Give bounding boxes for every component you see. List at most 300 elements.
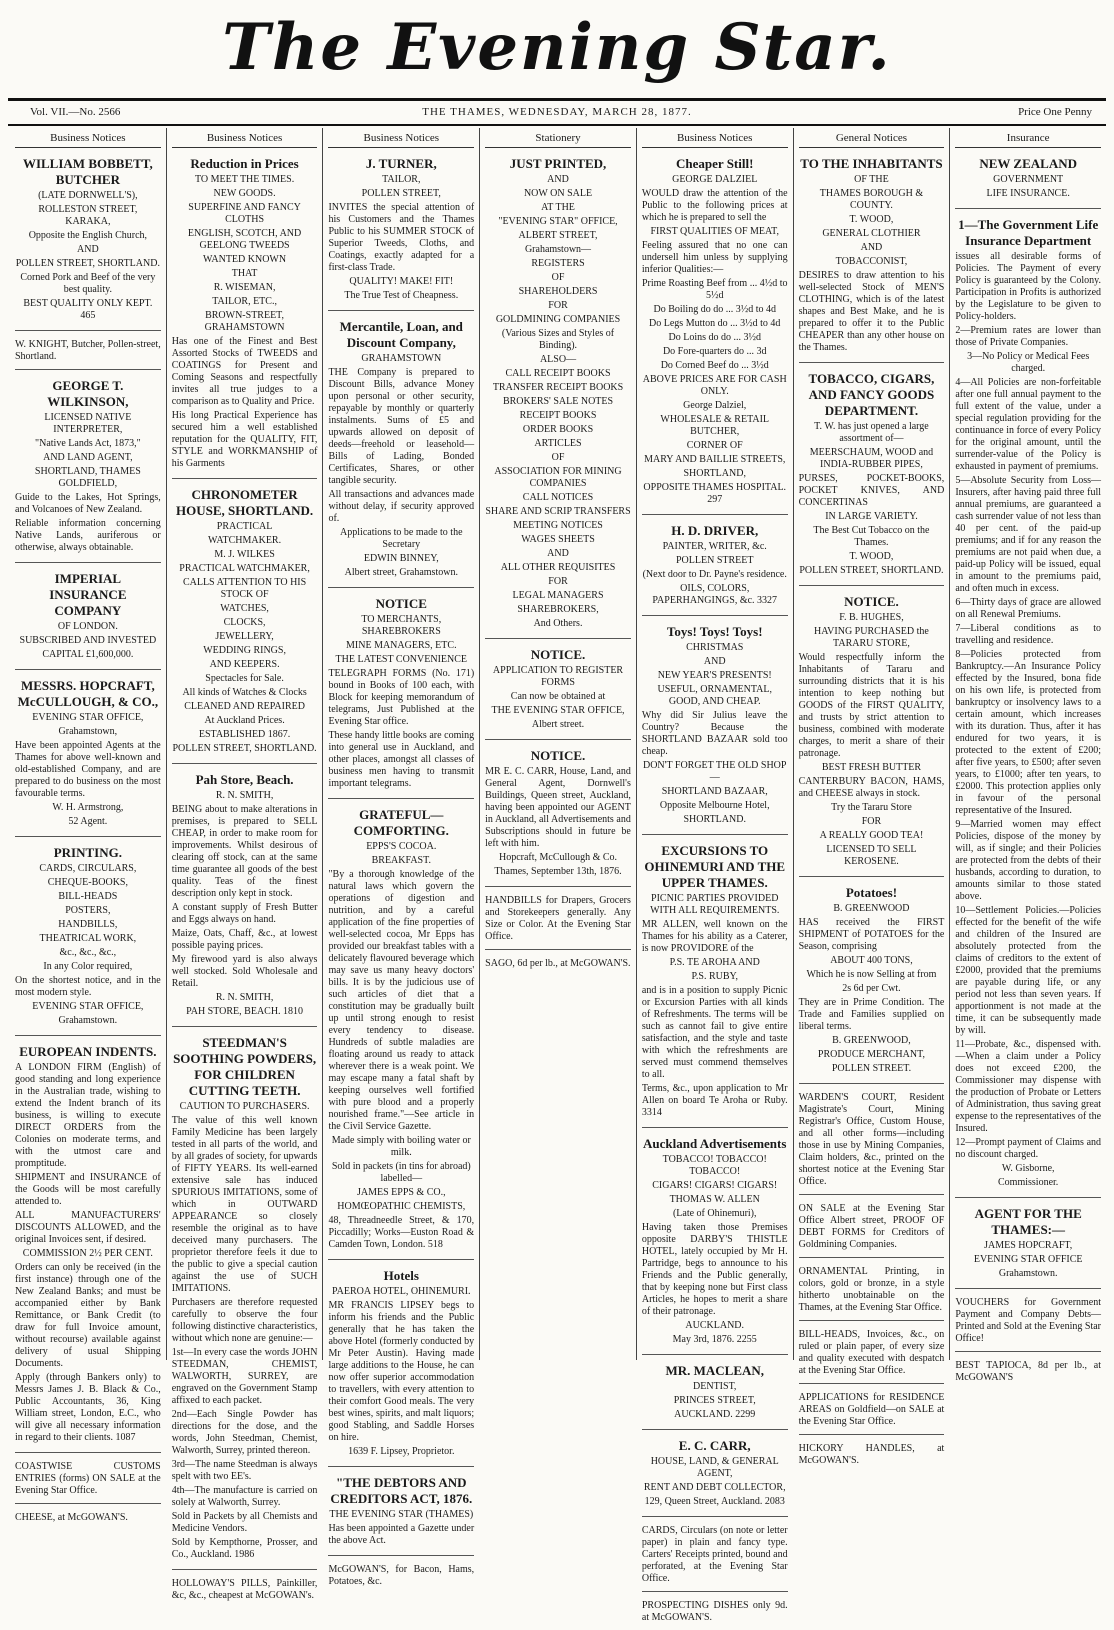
advertisement-line: POSTERS,	[65, 905, 111, 916]
advertisement-line: PAH STORE, BEACH. 1810	[186, 1006, 304, 1017]
advertisement-line: SHORTLAND, THAMES GOLDFIELD,	[34, 466, 141, 489]
advertisement-title: Toys! Toys! Toys!	[666, 624, 763, 639]
advertisement-line: HAVING PURCHASED the TARARU STORE,	[814, 626, 929, 649]
advertisement-line: 10—Settlement Policies.—Policies effected for the benefit of the wife and children of the Insured are absolutely protected from the claims of creditors to the extent of £2000, provided that the premiums are payable during life, or any period not less than seven years. If apportionment is not made at the time, it can be subsequently made by will.	[955, 905, 1102, 1036]
advertisement-line: THE EVENING STAR OFFICE,	[491, 705, 625, 716]
advertisement-line: Has one of the Finest and Best Assorted Stocks of TWEEDS and COATINGS for Present and Coming Seasons and respectfully invites all true judges to a comparison as to Quality and Price.	[171, 336, 318, 407]
advertisement-line: All kinds of Watches & Clocks	[182, 687, 307, 698]
advertisement-title: PRINTING.	[53, 845, 122, 860]
advertisement-line: These handy little books are coming into general use in Auckland, and other places, amongst all classes of business men having to transmit important telegrams.	[328, 730, 475, 789]
column-2	[166, 128, 323, 1601]
advertisement-line: The Best Cut Tobacco on the Thames.	[813, 525, 930, 548]
advertisement-line: CAUTION TO PURCHASERS.	[179, 1101, 310, 1112]
advertisement-line: OF LONDON.	[57, 621, 118, 632]
advertisement-title: NOTICE	[375, 596, 427, 611]
advertisement-line: B. GREENWOOD,	[832, 1035, 911, 1046]
advertisement-line: THE Company is prepared to Discount Bills, advance Money upon personal or other security, repayable by monthly or quarterly instalments. Sums of £5 and upwards allowed on deposit of deeds—freehold or leasehold—Bills of Lading, Bonded Certificates, Shares, or other tangible security.	[328, 367, 475, 486]
advertisement-line: FOR	[861, 816, 882, 827]
advertisement-title: AGENT FOR THE THAMES:—	[974, 1206, 1082, 1237]
advertisement-title: MR. MACLEAN,	[665, 1363, 765, 1378]
advertisement-line: Feeling assured that no one can undersell him unless by supplying inferior Qualities:—	[641, 240, 788, 275]
advertisement-title: Potatoes!	[845, 885, 898, 900]
advertisement	[642, 1596, 788, 1630]
advertisement-line: TOBACCO! TOBACCO! TOBACCO!	[662, 1154, 767, 1177]
advertisement-line: Prime Roasting Beef from ... 4½d to 5½d	[641, 278, 788, 301]
advertisement-line: OILS, COLORS, PAPERHANGINGS, &c. 3327	[652, 583, 778, 606]
advertisement-title: Cheaper Still!	[676, 156, 754, 171]
advertisement-title: ORNAMENTAL Printing, in colors, gold or bronze, in a style hitherto unobtainable on the Thames, at the Evening Star Office.	[798, 1266, 945, 1313]
advertisement	[328, 1471, 474, 1556]
advertisement-line: HOMŒOPATHIC CHEMISTS,	[337, 1201, 466, 1212]
advertisement-line: POLLEN STREET, SHORTLAND.	[15, 258, 160, 269]
advertisement-line: NOW ON SALE	[523, 188, 593, 199]
advertisement-title: CARDS, Circulars (on note or letter paper) in plain and fancy type. Carters' Receipts printed, bound and perforated, at the Evening Star Office.	[641, 1525, 788, 1584]
advertisement-line: A LONDON FIRM (English) of good standing and long experience in the Australian trade, wishing to extend the Indent branch of its business, is willing to execute DIRECT ORDERS from the Colonies on moderate terms, and with the utmost care and promptitude.	[15, 1062, 161, 1169]
advertisement-line: DON'T FORGET THE OLD SHOP—	[642, 760, 787, 783]
advertisement-title: E. C. CARR,	[678, 1438, 751, 1453]
advertisement-title: WARDEN'S COURT, Resident Magistrate's Court, Mining Registrar's Office, Custom House, and all other forms—including those in use by Mining Companies, Claim holders, &c., printed on the shortest notice at the Evening Star Office.	[798, 1092, 945, 1187]
advertisement-line: JAMES EPPS & CO.,	[356, 1187, 446, 1198]
advertisement	[15, 1508, 161, 1530]
advertisement-line: The value of this well known Family Medicine has been largely tested in all parts of the world, and by all grades of society, for upwards of FIFTY YEARS. Its well-earned extensive sale has induced SPURIOUS IMITATIONS, some of which in OUTWARD APPEARANCE so closely resemble the original as to have deceived many purchasers. The proprietor therefore feels it due to the public to give a special caution against the use of SUCH IMITATIONS.	[171, 1115, 318, 1294]
advertisement	[172, 1574, 318, 1608]
advertisement-line: LICENSED TO SELL KEROSENE.	[826, 844, 917, 867]
advertisement-line: REGISTERS	[531, 258, 585, 269]
advertisement-line: ASSOCIATION FOR MINING COMPANIES	[494, 466, 622, 489]
advertisement-line: QUALITY! MAKE! FIT!	[349, 276, 454, 287]
advertisement-line: SHORTLAND.	[683, 814, 746, 825]
advertisement-title: McGOWAN'S, for Bacon, Hams, Potatoes, &c.	[328, 1564, 475, 1587]
advertisement-title: BEST TAPIOCA, 8d per lb., at McGOWAN'S	[955, 1360, 1102, 1383]
advertisement-line: MR ALLEN, well known on the Thames for his ability as a Caterer, is now PROVIDORE of the	[641, 919, 788, 954]
advertisement-line: GOVERNMENT	[993, 174, 1064, 185]
advertisement-line: NEW GOODS.	[213, 188, 276, 199]
advertisement-line: THAMES BOROUGH & COUNTY.	[819, 188, 924, 211]
advertisement-line: 12—Prompt payment of Claims and no discount charged.	[955, 1137, 1102, 1160]
advertisement-title: MESSRS. HOPCRAFT, McCULLOUGH, & CO.,	[17, 678, 159, 709]
advertisement-line: LICENSED NATIVE INTERPRETER,	[44, 412, 132, 435]
column-5	[636, 128, 793, 1623]
advertisement-line: Having taken those Premises opposite DARBY'S THISTLE HOTEL, lately occupied by Mr H. Partridge, begs to announce to his Friends and the Public generally, that by keeping none but First class Articles, he hopes to merit a share of their patronage.	[641, 1222, 788, 1317]
advertisement	[642, 519, 788, 616]
advertisement	[799, 1199, 945, 1258]
advertisement-line: ARTICLES	[534, 438, 582, 449]
advertisement	[642, 1521, 788, 1592]
advertisement-line: JAMES HOPCRAFT,	[984, 1240, 1073, 1251]
advertisement-line: 4—All Policies are non-forfeitable after one full annual payment to the full extent of the value, under a special regulation providing for the continuance in force of every Policy for the original amount, until the surrender-value of the Policy is exhausted in payment of premiums.	[955, 377, 1102, 472]
advertisement-line: WATCHES,	[220, 603, 269, 614]
advertisement-line: 129, Queen Street, Auckland. 2083	[644, 1496, 785, 1507]
advertisement-title: "THE DEBTORS AND CREDITORS ACT, 1876.	[330, 1475, 473, 1506]
advertisement	[485, 643, 631, 740]
advertisement-line: PURSES, POCKET-BOOKS, POCKET KNIVES, AND CONCERTINAS	[798, 473, 945, 508]
advertisement-line: P.S. RUBY,	[691, 971, 738, 982]
advertisement-line: Commissioner.	[998, 1177, 1059, 1188]
advertisement-line: W. Gisborne,	[1001, 1163, 1055, 1174]
advertisement-line: EVENING STAR OFFICE,	[32, 1001, 144, 1012]
advertisement-title: JUST PRINTED,	[509, 156, 607, 171]
advertisement-line: ROLLESTON STREET, KARAKA,	[38, 204, 138, 227]
advertisement-line: Try the Tararu Store	[831, 802, 912, 813]
advertisement-line: GOLDMINING COMPANIES	[495, 314, 621, 325]
column-heading: Business Notices	[15, 128, 161, 148]
advertisement-title: Auckland Advertisements	[643, 1136, 787, 1151]
column-3	[322, 128, 479, 1587]
advertisement-title: EUROPEAN INDENTS.	[19, 1044, 157, 1059]
advertisement-line: Sold in packets (in tins for abroad) labelled—	[331, 1161, 471, 1184]
advertisement	[485, 954, 631, 976]
advertisement-line: WOULD draw the attention of the Public to the following prices at which he is prepared to sell the	[641, 188, 788, 223]
advertisement-line: 2s 6d per Cwt.	[842, 983, 901, 994]
advertisement-line: SHAREBROKERS,	[517, 604, 599, 615]
advertisement	[15, 567, 161, 670]
advertisement-line: Do Legs Mutton do ... 3½d to 4d	[649, 318, 781, 329]
advertisement-line: Thames, September 13th, 1876.	[494, 866, 622, 877]
advertisement-title: SAGO, 6d per lb., at McGOWAN'S.	[485, 958, 631, 969]
advertisement-line: CALL NOTICES	[522, 492, 594, 503]
advertisement-line: 1639 F. Lipsey, Proprietor.	[348, 1446, 455, 1457]
column-heading: Business Notices	[642, 128, 788, 148]
advertisement-line: Terms, &c., upon application to Mr Allen on board Te Aroha or Ruby. 3314	[641, 1083, 788, 1118]
advertisement-line: In any Color required,	[43, 961, 133, 972]
advertisement-line: AT THE	[541, 202, 575, 213]
issue-date: THE THAMES, WEDNESDAY, MARCH 28, 1877.	[422, 106, 692, 118]
advertisement-line: P.S. TE AROHA AND	[669, 957, 760, 968]
advertisement-line: SHORTLAND BAZAAR,	[661, 786, 768, 797]
advertisement-line: BILL-HEADS	[58, 891, 118, 902]
advertisement-line: ALSO—	[539, 354, 577, 365]
advertisement	[642, 152, 788, 515]
advertisement-line: FIRST QUALITIES OF MEAT,	[650, 226, 779, 237]
advertisement	[15, 674, 161, 837]
advertisement-line: TAILOR,	[382, 174, 421, 185]
advertisement-line: MINE MANAGERS, ETC.	[346, 640, 457, 651]
advertisement-line: CALLS ATTENTION TO HIS STOCK OF	[182, 577, 307, 600]
advertisement	[642, 1359, 788, 1430]
advertisement-line: My firewood yard is also always well stocked. Sold Wholesale and Retail.	[171, 954, 318, 989]
advertisement-line: ESTABLISHED 1867.	[198, 729, 291, 740]
advertisement-title: GRATEFUL—COMFORTING.	[353, 807, 449, 838]
advertisement-line: R. WISEMAN,	[213, 282, 276, 293]
advertisement-line: BEST FRESH BUTTER	[821, 762, 922, 773]
advertisement-line: SHARE AND SCRIP TRANSFERS	[485, 506, 631, 517]
advertisement-line: AND	[547, 548, 569, 559]
advertisement-line: Guide to the Lakes, Hot Springs, and Volcanoes of New Zealand.	[15, 492, 161, 515]
advertisement-line: (Late of Ohinemuri),	[672, 1208, 757, 1219]
advertisement-line: AND	[77, 244, 99, 255]
advertisement-line: DENTIST,	[693, 1381, 737, 1392]
advertisement	[328, 803, 474, 1260]
advertisement	[799, 1325, 945, 1384]
advertisement	[642, 620, 788, 835]
advertisement-line: OF THE	[854, 174, 889, 185]
advertisement-line: DESIRES to draw attention to his well-selected Stock of MEN'S CLOTHING, which is of the latest shapes and Best Make, and he is prepared to offer it to the Public CHEAPER than any other house on the Thames.	[798, 270, 945, 353]
column-7	[949, 128, 1106, 1383]
advertisement-line: Corned Pork and Beef of the very best quality.	[20, 272, 156, 295]
advertisement-line: May 3rd, 1876. 2255	[672, 1334, 757, 1345]
advertisement-title: Pah Store, Beach.	[195, 772, 294, 787]
advertisement-line: Can now be obtained at	[510, 691, 606, 702]
advertisement-line: ALBERT STREET,	[518, 230, 598, 241]
advertisement-title: W. KNIGHT, Butcher, Pollen-street, Shortland.	[15, 339, 161, 362]
advertisement-line: 11—Probate, &c., dispensed with.—When a claim under a Policy does not exceed £200, the Commissioner may dispense with the production of Probate or Letters of Administration, thus saving great expense to the representatives of the Insured.	[955, 1039, 1102, 1134]
advertisement	[172, 152, 318, 479]
advertisement-line: Would respectfully inform the Inhabitants of Tararu and surrounding districts that it is his intention to keep nothing but GOODS of the FIRST QUALITY, and trusts by strict attention to business, combined with moderate charges, to merit a share of their patronage.	[798, 652, 945, 759]
advertisement-line: His long Practical Experience has secured him a well established reputation for the QUALITY, FIT, STYLE and WORKMANSHIP of his Garments	[171, 410, 318, 469]
advertisement	[955, 213, 1101, 1198]
advertisement-title: APPLICATIONS for RESIDENCE AREAS on Goldfield—on SALE at the Evening Star Office.	[798, 1392, 945, 1427]
advertisement-line: ABOVE PRICES ARE FOR CASH ONLY.	[642, 374, 787, 397]
column-6	[793, 128, 950, 1466]
advertisement-line: Sold by Kempthorne, Prosser, and Co., Auckland. 1986	[171, 1537, 318, 1560]
column-heading: Business Notices	[172, 128, 318, 148]
dateline-rule	[8, 124, 1106, 126]
advertisement	[328, 315, 474, 588]
advertisement-line: TOBACCONIST,	[835, 256, 908, 267]
advertisement-line: POLLEN STREET, SHORTLAND.	[799, 565, 944, 576]
advertisement-line: EVENING STAR OFFICE	[973, 1254, 1083, 1265]
advertisement-line: TAILOR, ETC.,	[212, 296, 277, 307]
advertisement-line: NEW YEAR'S PRESENTS!	[657, 670, 772, 681]
advertisement-line: THE EVENING STAR (THAMES)	[329, 1509, 474, 1520]
advertisement-line: Do Corned Beef do ... 3½d	[660, 360, 769, 371]
advertisement	[642, 839, 788, 1128]
advertisement-line: AND LAND AGENT,	[43, 452, 133, 463]
advertisement-line: SHIPMENT and INSURANCE of the Goods will be most carefully attended to.	[15, 1172, 161, 1207]
advertisement-line: T. WOOD,	[849, 214, 894, 225]
advertisement	[328, 1264, 474, 1467]
advertisement	[328, 152, 474, 311]
advertisement	[799, 1088, 945, 1195]
advertisement	[15, 1040, 161, 1453]
advertisement-title: Mercantile, Loan, and Discount Company,	[339, 319, 463, 350]
advertisement-title: H. D. DRIVER,	[671, 523, 759, 538]
column-heading: Business Notices	[328, 128, 474, 148]
advertisement-line: FOR	[548, 576, 568, 587]
advertisement-line: MEERSCHAUM, WOOD and INDIA-RUBBER PIPES,	[809, 447, 934, 470]
advertisement-line: PICNIC PARTIES PROVIDED WITH ALL REQUIREMENTS.	[650, 893, 780, 916]
advertisement	[15, 841, 161, 1036]
advertisement-line: RECEIPT BOOKS	[519, 410, 597, 421]
advertisement	[15, 374, 161, 563]
advertisement-line: PAINTER, WRITER, &c.	[662, 541, 767, 552]
advertisement-line: Hopcraft, McCullough & Co.	[498, 852, 618, 863]
advertisement-title: HICKORY HANDLES, at McGOWAN'S.	[798, 1443, 945, 1466]
advertisement-line: On the shortest notice, and in the most modern style.	[15, 975, 161, 998]
advertisement-title: BILL-HEADS, Invoices, &c., on ruled or plain paper, of every size and quality executed with despatch at the Evening Star Office.	[798, 1329, 945, 1376]
advertisement-line: COMMISSION 2½ PER CENT.	[22, 1248, 153, 1259]
advertisement-line: 6—Thirty days of grace are allowed on all Renewal Premiums.	[955, 597, 1102, 620]
advertisement-line: TELEGRAPH FORMS (No. 171) bound in Books of 100 each, with Block for keeping memorandum of telegrams, Just Published at the Evening Star office.	[328, 668, 475, 727]
advertisement-line: Albert street.	[531, 719, 585, 730]
advertisement-line: RENT AND DEBT COLLECTOR,	[643, 1482, 786, 1493]
advertisement-line: Albert street, Grahamstown.	[344, 567, 458, 578]
advertisement-line: SUPERFINE AND FANCY CLOTHS	[188, 202, 301, 225]
advertisement-line: SHAREHOLDERS	[518, 286, 598, 297]
newspaper-title: The Evening Star.	[222, 10, 892, 85]
advertisement-line: ENGLISH, SCOTCH, AND GEELONG TWEEDS	[187, 228, 302, 251]
masthead-rule	[8, 98, 1106, 101]
advertisement	[15, 1457, 161, 1504]
advertisement-line: Reliable information concerning Native Lands, auriferous or otherwise, always obtainable.	[15, 518, 161, 553]
advertisement-line: CAPITAL £1,600,000.	[42, 649, 134, 660]
advertisement-line: APPLICATION TO REGISTER FORMS	[492, 665, 624, 688]
advertisement-line: W. H. Armstrong,	[52, 802, 124, 813]
advertisement-line: MR FRANCIS LIPSEY begs to inform his friends and the Public generally that he has taken the above Hotel (formerly conducted by Mr Peter Austin). Having made large additions to the House, he can now offer superior accommodation to travellers, with every attention to their comfort Good meals. The very best wines, spirits, and malt liquors; good Stabling, and Saddle Horses on hire.	[328, 1300, 475, 1443]
advertisement-line: Opposite Melbourne Hotel,	[659, 800, 770, 811]
advertisement-line: (Next door to Dr. Payne's residence.	[642, 569, 787, 580]
advertisement-line: 2—Premium rates are lower than those of Private Companies.	[955, 325, 1102, 348]
advertisement-title: EXCURSIONS TO OHINEMURI AND THE UPPER THAMES.	[644, 843, 786, 890]
advertisement	[15, 335, 161, 370]
advertisement	[15, 152, 161, 331]
advertisement-line: "Native Lands Act, 1873,"	[35, 438, 141, 449]
advertisement-line: SUBSCRIBED AND INVESTED	[19, 635, 157, 646]
advertisement-line: TRANSFER RECEIPT BOOKS	[492, 382, 624, 393]
column-heading: Stationery	[485, 128, 631, 148]
advertisement-line: Do Boiling do do ... 3½d to 4d	[653, 304, 776, 315]
column-4	[479, 128, 636, 1360]
advertisement-line: Grahamstown.	[998, 1268, 1058, 1279]
advertisement-line: ORDER BOOKS	[522, 424, 594, 435]
advertisement-line: USEFUL, ORNAMENTAL, GOOD, AND CHEAP.	[657, 684, 772, 707]
advertisement-line: Do Fore-quarters do ... 3d	[662, 346, 767, 357]
advertisement-line: R. N. SMITH,	[215, 992, 274, 1003]
advertisement-line: 48, Threadneedle Street, & 170, Piccadilly; Works—Euston Road & Camden Town, London. 518	[328, 1215, 475, 1250]
advertisement-line: THE LATEST CONVENIENCE	[335, 654, 468, 665]
advertisement-line: "EVENING STAR" OFFICE,	[498, 216, 618, 227]
advertisement-line: WAGES SHEETS	[521, 534, 595, 545]
advertisement-title: IMPERIAL INSURANCE COMPANY	[49, 571, 127, 618]
advertisement-line: BREAKFAST.	[371, 855, 431, 866]
advertisement-line: The True Test of Cheapness.	[344, 290, 459, 301]
advertisement-line: Have been appointed Agents at the Thames for above well-known and old-established Company, and are prepared to do business on the most favourable terms.	[15, 740, 161, 799]
advertisement-line: FOR	[548, 300, 568, 311]
advertisement-line: AND	[547, 174, 569, 185]
advertisement-line: Opposite the English Church,	[28, 230, 148, 241]
advertisement-line: issues all desirable forms of Policies. The Payment of every Policy is guaranteed by the Colony. Participation in Profits is authorized by the Legislature to be given to Policy-holders.	[955, 251, 1102, 322]
column-1	[10, 128, 166, 1523]
advertisement	[955, 1293, 1101, 1352]
advertisement-line: PAEROA HOTEL, OHINEMURI.	[332, 1286, 471, 1297]
advertisement-line: 4th—The manufacture is carried on solely at Walworth, Surrey.	[171, 1485, 318, 1508]
advertisement-line: PRODUCE MERCHANT,	[817, 1049, 925, 1060]
advertisement-line: WHOLESALE & RETAIL BUTCHER,	[660, 414, 770, 437]
advertisement-title: 1—The Government Life Insurance Department	[958, 217, 1099, 248]
advertisement-line: TO MEET THE TIMES.	[194, 174, 295, 185]
advertisement-line: POLLEN STREET, SHORTLAND.	[172, 743, 317, 754]
advertisement-title: NOTICE.	[530, 647, 586, 662]
advertisement-line: AND	[703, 656, 726, 667]
advertisement-line: 52 Agent.	[68, 816, 108, 827]
advertisement-line: POLLEN STREET,	[361, 188, 441, 199]
advertisement-line: PRACTICAL WATCHMAKER,	[179, 563, 310, 574]
advertisement-line: THOMAS W. ALLEN	[669, 1194, 760, 1205]
advertisement	[799, 367, 945, 586]
advertisement-line: CANTERBURY BACON, HAMS, and CHEESE always in stock.	[798, 776, 945, 799]
advertisement-line: T. W. has just opened a large assortment of—	[814, 421, 929, 444]
advertisement-line: "By a thorough knowledge of the natural laws which govern the operations of digestion and nutrition, and by a careful application of the fine properties of well-selected cocoa, Mr Epps has provided our breakfast tables with a delicately flavoured beverage which may save us many heavy doctors' bills. It is by the judicious use of such articles of diet that a constitution may be gradually built up until strong enough to resist every tendency to disease. Hundreds of subtle maladies are floating around us ready to attack wherever there is a weak point. We may escape many a fatal shaft by keeping ourselves well fortified with pure blood and a properly nourished frame."—See article in the Civil Service Gazette.	[328, 869, 475, 1132]
advertisement-line: Spectacles for Sale.	[205, 673, 284, 684]
advertisement-line: GRAHAMSTOWN	[361, 353, 442, 364]
advertisement-line: HAS received the FIRST SHIPMENT of POTATOES for the Season, comprising	[798, 917, 945, 952]
advertisement-line: Do Loins do do ... 3½d	[668, 332, 761, 343]
advertisement	[172, 1031, 318, 1570]
advertisement-line: BROKERS' SALE NOTES	[502, 396, 614, 407]
advertisement	[955, 152, 1101, 209]
advertisement-title: Hotels	[383, 1268, 419, 1283]
advertisement-line: IN LARGE VARIETY.	[825, 511, 918, 522]
advertisement-line: They are in Prime Condition. The Trade and Families supplied on liberal terms.	[798, 997, 945, 1032]
advertisement-line: &c., &c., &c.,	[59, 947, 117, 958]
advertisement-line: WATCHMAKER.	[208, 535, 282, 546]
advertisement-line: BEING about to make alterations in premises, is prepared to SELL CHEAP, in order to make room for improvements. Whilst desirous of clearing off stock, can at the same time guarantee all goods of the best quality. Teas of the finest description only kept in stock.	[171, 804, 318, 899]
advertisement-line: T. WOOD,	[849, 551, 894, 562]
advertisement	[328, 1560, 474, 1594]
advertisement-line: Maize, Oats, Chaff, &c., at lowest possible paying prices.	[171, 928, 318, 951]
advertisement-title: HANDBILLS for Drapers, Grocers and Storekeepers generally. Any Size or Color. At the Evening Star Office.	[485, 895, 631, 942]
advertisement-line: and is in a position to supply Picnic or Excursion Parties with all kinds of Refreshments. The terms will be such as cannot fail to give entire satisfaction, and the style and taste with which the refreshments are served must commend themselves to all.	[641, 985, 788, 1080]
advertisement	[955, 1356, 1101, 1390]
advertisement-line: EVENING STAR OFFICE,	[32, 712, 144, 723]
advertisement-line: CHRISTMAS	[686, 642, 744, 653]
advertisement	[172, 768, 318, 1027]
advertisement	[172, 483, 318, 764]
advertisement-title: GEORGE T. WILKINSON,	[47, 378, 129, 409]
masthead	[0, 0, 1114, 96]
advertisement-line: 5—Absolute Security from Loss—Insurers, after having paid three full annual premiums, are guaranteed a cash surrender value of not less than 40 per cent. of the paid-up premiums; and if for any reason the premiums are not paid when due, a paid-up Policy will be issued, equal in amount to the premiums paid, and often much in excess.	[955, 475, 1102, 594]
advertisement-title: WILLIAM BOBBETT, BUTCHER	[22, 156, 153, 187]
advertisement-line: BROWN-STREET, GRAHAMSTOWN	[204, 310, 285, 333]
advertisement	[799, 152, 945, 363]
advertisement-line: AND	[860, 242, 883, 253]
advertisement-title: COASTWISE CUSTOMS ENTRIES (forms) ON SALE at the Evening Star Office.	[15, 1461, 161, 1496]
advertisement-line: CIGARS! CIGARS! CIGARS!	[652, 1180, 778, 1191]
advertisement-line: CHEQUE-BOOKS,	[47, 877, 128, 888]
advertisement-line: (Various Sizes and Styles of Binding).	[501, 328, 615, 351]
advertisement	[799, 881, 945, 1084]
volume-number: Vol. VII.—No. 2566	[30, 106, 121, 118]
advertisement-title: HOLLOWAY'S PILLS, Painkiller, &c, &c., cheapest at McGOWAN's.	[171, 1578, 318, 1601]
advertisement-line: Sold in Packets by all Chemists and Medicine Vendors.	[171, 1511, 318, 1534]
advertisement-line: Purchasers are therefore requested carefully to observe the four following distinctive characteristics, without which none are genuine:—	[171, 1297, 318, 1344]
advertisement	[485, 891, 631, 950]
advertisement-line: WANTED KNOWN	[203, 254, 287, 265]
advertisement-line: AUCKLAND.	[685, 1320, 745, 1331]
advertisement-line: MR E. C. CARR, House, Land, and General Agent, Dornwell's Buildings, Queen street, Auckland, having been appointed our AGENT in Auckland, all Advertisements and Subscriptions should in future be left with him.	[485, 766, 631, 849]
advertisement-line: CLOCKS,	[223, 617, 266, 628]
advertisement-line: (LATE DORNWELL'S),	[38, 190, 138, 201]
column-heading: Insurance	[955, 128, 1101, 148]
advertisement-line: MARY AND BAILLIE STREETS,	[644, 454, 786, 465]
advertisement-line: 8—Policies protected from Bankruptcy.—An Insurance Policy effected by the Insured, bona fide on his own life, is protected from bankruptcy or insolvency laws to a certain amount, which increases with its duration. Thus, after it has endured for two years, it is protected to the extent of £200; after five years, to £500; after seven years, to £1000; after ten years, to £2000. This protection applies only in favour of the personal representative of the Insured.	[955, 649, 1102, 816]
advertisement-line: CALL RECEIPT BOOKS	[505, 368, 611, 379]
advertisement-line: BEST QUALITY ONLY KEPT. 465	[23, 298, 153, 321]
advertisement-line: OPPOSITE THAMES HOSPITAL. 297	[643, 482, 787, 505]
advertisement-line: PRACTICAL	[216, 521, 273, 532]
advertisement-line: And Others.	[533, 618, 583, 629]
advertisement-line: HANDBILLS,	[58, 919, 118, 930]
advertisement-line: F. B. HUGHES,	[839, 612, 904, 623]
advertisement-line: Why did Sir Julius leave the Country? Because the SHORTLAND BAZAAR sold too cheap.	[641, 710, 788, 757]
advertisement	[799, 1262, 945, 1321]
advertisement-line: B. GREENWOOD	[833, 903, 910, 914]
advertisement	[642, 1434, 788, 1517]
advertisement-line: CARDS, CIRCULARS,	[39, 863, 137, 874]
advertisement-line: TO MERCHANTS, SHAREBROKERS	[361, 614, 442, 637]
advertisement	[328, 592, 474, 799]
advertisement-line: EPPS'S COCOA.	[366, 841, 437, 852]
